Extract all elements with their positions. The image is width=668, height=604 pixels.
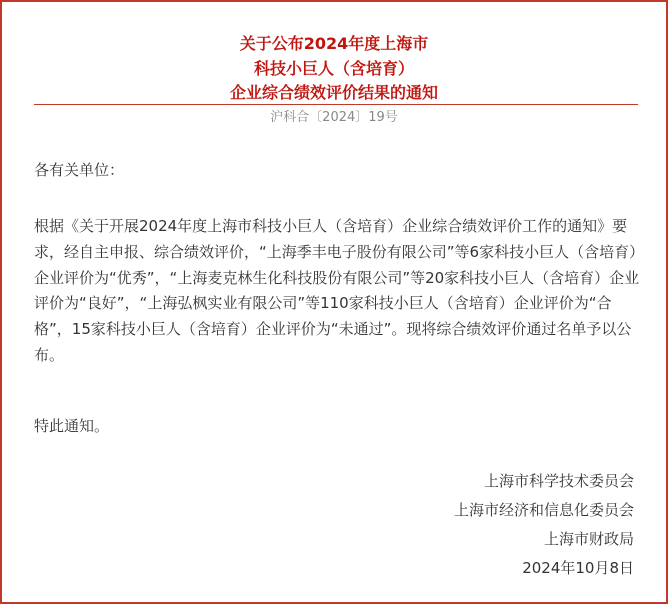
signatory-science-commission: 上海市科学技术委员会 xyxy=(483,472,634,490)
notice-date: 2024年10月8日 xyxy=(522,559,634,577)
document-number: 沪科合〔2024〕19号 xyxy=(270,110,398,125)
greeting: 各有关单位： xyxy=(34,161,125,179)
title-divider xyxy=(34,104,638,105)
notice-title-line-3: 企业综合绩效评价结果的通知 xyxy=(229,83,438,102)
closing-line: 特此通知。 xyxy=(34,417,110,435)
notice-title-line-1: 关于公布2024年度上海市 xyxy=(239,34,429,53)
notice-body-paragraph: 根据《关于开展2024年度上海市科技小巨人（含培育）企业综合绩效评价工作的通知》要求，经自主申报、综合绩效评价，“上海季丰电子股份有限公司”等6家科技小巨人（含培育）企业评价为“优秀”，“上海麦克林生化科技股份有限公司”等20家科技小巨人（含培育）企业评价为“良好”，“上海弘枫实业有限公司”等110家科技小巨人（含培育）企业评价为“合格”，15家科技小巨人（含培育）企业评价为“未通过”。现将综合绩效评价通过名单予以公布。 xyxy=(34,217,640,364)
signatory-finance-bureau: 上海市财政局 xyxy=(543,530,634,548)
signatory-economy-commission: 上海市经济和信息化委员会 xyxy=(453,501,634,519)
notice-title-line-2: 科技小巨人（含培育） xyxy=(253,59,414,78)
